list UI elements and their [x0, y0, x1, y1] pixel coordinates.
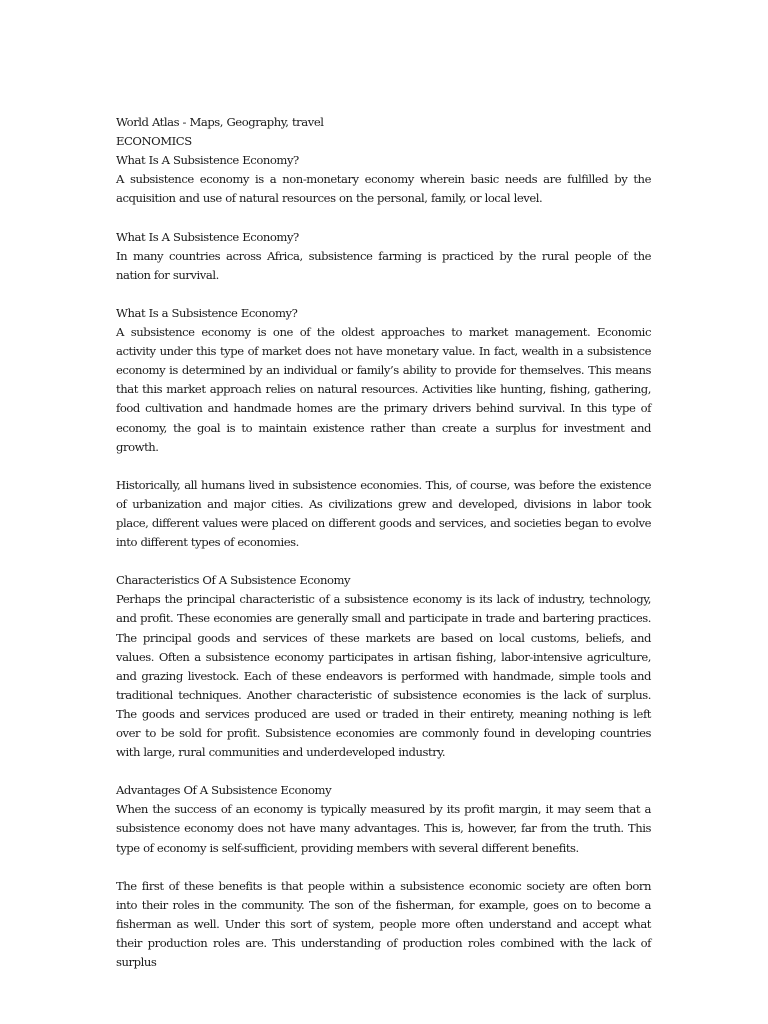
document-page [116, 113, 651, 972]
section-heading: Advantages Of A Subsistence Economy [116, 783, 332, 798]
body-paragraph: In many countries across Africa, subsistence farming is practiced by the rural people of the nation for survival. [116, 248, 651, 282]
intro-paragraph: A subsistence economy is a non-monetary economy wherein basic needs are fulfilled by the acquisition and use of natural resources on the personal, family, or local level. [116, 172, 651, 206]
article-heading: What Is A Subsistence Economy? [116, 153, 299, 168]
body-paragraph: When the success of an economy is typically measured by its profit margin, it may seem that a subsistence economy does not have many advantages. This is, however, far from the truth. This type of economy is self-sufficient, providing members with several different benefits. [116, 802, 651, 855]
section-heading: Characteristics Of A Subsistence Economy [116, 573, 351, 588]
body-paragraph: Perhaps the principal characteristic of a subsistence economy is its lack of industry, technology, and profit. These economies are generally small and participate in trade and bartering practices. The principal goods and services of these markets are based on local customs, beliefs, and values. Often a subsistence economy participates in artisan fishing, labor-intensive agriculture, and grazing livestock. Each of these endeavors is performed with handmade, simple tools and traditional techniques. Another characteristic of subsistence economies is the lack of surplus. The goods and services produced are used or traded in their entirety, meaning nothing is left over to be sold for profit. Subsistence economies are commonly found in developing countries with large, rural communities and underdeveloped industry. [116, 592, 651, 760]
body-paragraph: A subsistence economy is one of the oldest approaches to market management. Economic activity under this type of market does not have monetary value. In fact, wealth in a subsistence economy is determined by an individual or family’s ability to provide for themselves. This means that this market approach relies on natural resources. Activities like hunting, fishing, gathering, food cultivation and handmade homes are the primary drivers behind survival. In this type of economy, the goal is to maintain existence rather than create a surplus for investment and growth. [116, 325, 651, 454]
body-paragraph: Historically, all humans lived in subsistence economies. This, of course, was before the existence of urbanization and major cities. As civilizations grew and developed, divisions in labor took place, different values were placed on different goods and services, and societies began to evolve into different types of economies. [116, 477, 651, 550]
body-paragraph: The first of these benefits is that people within a subsistence economic society are often born into their roles in the community. The son of the fisherman, for example, goes on to become a fisherman as well. Under this sort of system, people more often understand and accept what their production roles are. This understanding of production roles combined with the lack of surplus [116, 878, 651, 970]
section-label: ECONOMICS [116, 134, 192, 149]
site-title: World Atlas - Maps, Geography, travel [116, 115, 324, 129]
section-heading: What Is a Subsistence Economy? [116, 305, 298, 320]
section-heading: What Is A Subsistence Economy? [116, 229, 299, 244]
